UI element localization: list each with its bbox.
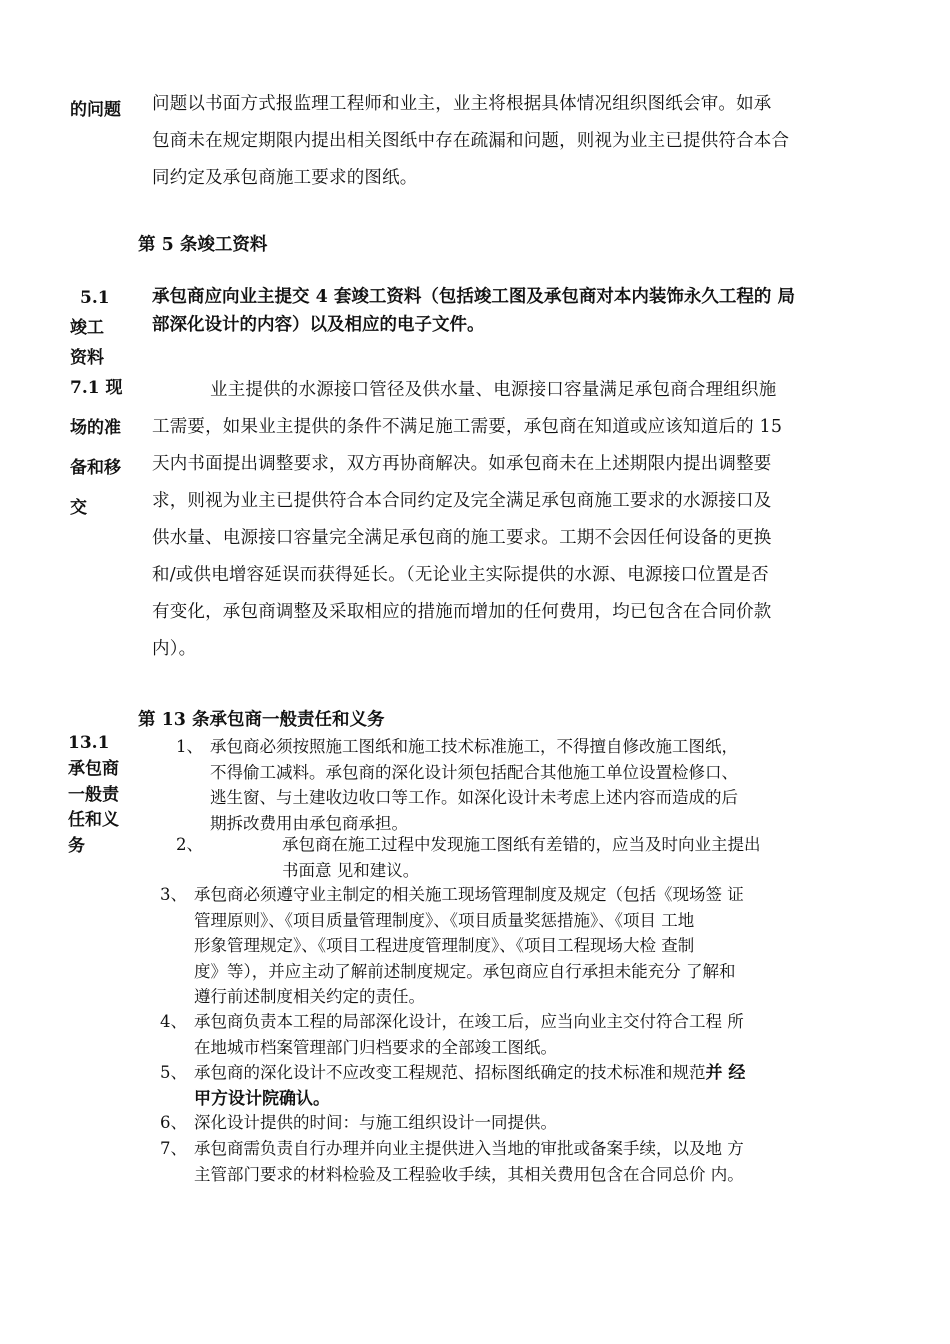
list-item <box>210 734 860 836</box>
text-line: 和/或供电增容延误而获得延长。（无论业主实际提供的水源、电源接口位置是否 <box>152 565 769 585</box>
text-line: 承包商需负责自行办理并向业主提供进入当地的审批或备案手续，以及地 方 <box>194 1139 744 1158</box>
item-number: 7、 <box>160 1139 187 1158</box>
label-line: 5.1 <box>80 288 110 308</box>
article7-paragraph <box>152 372 872 668</box>
label-problem: 的问题 <box>70 100 121 120</box>
item-number: 6、 <box>160 1113 187 1132</box>
text-line: 工需要，如果业主提供的条件不满足施工需要，承包商在知道或应该知道后的 15 <box>152 417 783 437</box>
text-line: 求，则视为业主已提供符合本合同约定及完全满足承包商施工要求的水源接口及 <box>152 491 772 511</box>
text-line: 包商未在规定期限内提出相关图纸中存在疏漏和问题，则视为业主已提供符合本合 <box>152 131 790 151</box>
text-line: 甲方设计院确认。 <box>194 1088 330 1109</box>
text-line: 管理原则》、《项目质量管理制度》、《项目质量奖惩措施》、《项目 工地 <box>194 910 695 930</box>
article5-paragraph <box>152 283 872 339</box>
text-line: 度》等），并应主动了解前述制度规定。承包商应自行承担未能充分 了解和 <box>194 961 736 981</box>
list-item <box>194 1110 859 1136</box>
list-item <box>194 1060 859 1112</box>
text-run: 承包商的深化设计不应改变工程规范、招标图纸确定的技术标准和规范 <box>194 1063 706 1082</box>
item-number: 2、 <box>176 835 203 854</box>
text-line: 期拆改费用由承包商承担。 <box>210 813 408 833</box>
text-line: 形象管理规定》、《项目工程进度管理制度》、《项目工程现场大检 查制 <box>194 936 695 955</box>
text-line: 深化设计提供的时间：与施工组织设计一同提供。 <box>194 1113 557 1132</box>
label-7-1 <box>70 368 123 528</box>
item-number: 4、 <box>160 1012 187 1031</box>
problem-paragraph <box>152 86 872 197</box>
text-line: 内）。 <box>152 639 197 659</box>
text-line: 同约定及承包商施工要求的图纸。 <box>152 168 418 188</box>
item-number: 1、 <box>176 737 203 756</box>
text-line: 承包商负责本工程的局部深化设计，在竣工后，应当向业主交付符合工程 所 <box>194 1012 744 1031</box>
text-line: 承包商必须按照施工图纸和施工技术标准施工，不得擅自修改施工图纸， <box>210 737 738 756</box>
text-line <box>194 1060 859 1087</box>
text-line: 有变化，承包商调整及采取相应的措施而增加的任何费用，均已包含在合同价款 <box>152 602 772 622</box>
text-line: 问题以书面方式报监理工程师和业主，业主将根据具体情况组织图纸会审。如承 <box>152 94 772 114</box>
list-item <box>282 832 862 883</box>
label-line: 务 <box>68 836 85 857</box>
article13-heading: 第 13 条承包商一般责任和义务 <box>138 710 385 730</box>
text-line: 主管部门要求的材料检验及工程验收手续，其相关费用包含在合同总价 内。 <box>194 1164 744 1184</box>
list-item <box>194 882 859 1010</box>
text-line: 承包商在施工过程中发现施工图纸有差错的，应当及时向业主提出 <box>282 835 761 854</box>
article5-heading: 第 5 条竣工资料 <box>138 235 268 255</box>
label-line: 竣工 <box>70 318 104 338</box>
text-line: 在地城市档案管理部门归档要求的全部竣工图纸。 <box>194 1037 557 1057</box>
label-line: 场的准 <box>70 418 121 438</box>
label-line: 资料 <box>70 348 104 368</box>
label-line: 交 <box>70 498 87 518</box>
label-line: 备和移 <box>70 458 121 478</box>
text-line: 书面意 见和建议。 <box>282 860 420 880</box>
label-line: 任和义 <box>68 810 119 831</box>
item-number: 5、 <box>160 1063 187 1082</box>
text-line: 部深化设计的内容）以及相应的电子文件。 <box>152 315 485 335</box>
label-line: 7.1 现 <box>70 378 123 398</box>
text-line: 供水量、电源接口容量完全满足承包商的施工要求。工期不会因任何设备的更换 <box>152 528 772 548</box>
text-line: 遵行前述制度相关约定的责任。 <box>194 987 425 1006</box>
text-line: 逃生窗、与土建收边收口等工作。如深化设计未考虑上述内容而造成的后 <box>210 788 738 807</box>
text-line: 天内书面提出调整要求，双方再协商解决。如承包商未在上述期限内提出调整要 <box>152 454 772 474</box>
list-item <box>194 1009 859 1060</box>
label-line: 承包商 <box>68 758 119 779</box>
text-line: 承包商应向业主提交 4 套竣工资料（包括竣工图及承包商对本内装饰永久工程的 局 <box>152 287 795 307</box>
label-5-1 <box>70 283 110 373</box>
label-line: 13.1 <box>68 733 110 753</box>
list-item <box>194 1136 859 1187</box>
label-13-1 <box>68 731 119 860</box>
text-line: 业主提供的水源接口管径及供水量、电源接口容量满足承包商合理组织施 <box>210 380 777 400</box>
text-line: 不得偷工减料。承包商的深化设计须包括配合其他施工单位设置检修口、 <box>210 762 738 782</box>
label-line: 一般责 <box>68 784 119 805</box>
bold-run: 并 经 <box>705 1063 746 1083</box>
item-number: 3、 <box>160 885 187 904</box>
text-line: 承包商必须遵守业主制定的相关施工现场管理制度及规定（包括《现场签 证 <box>194 885 744 904</box>
